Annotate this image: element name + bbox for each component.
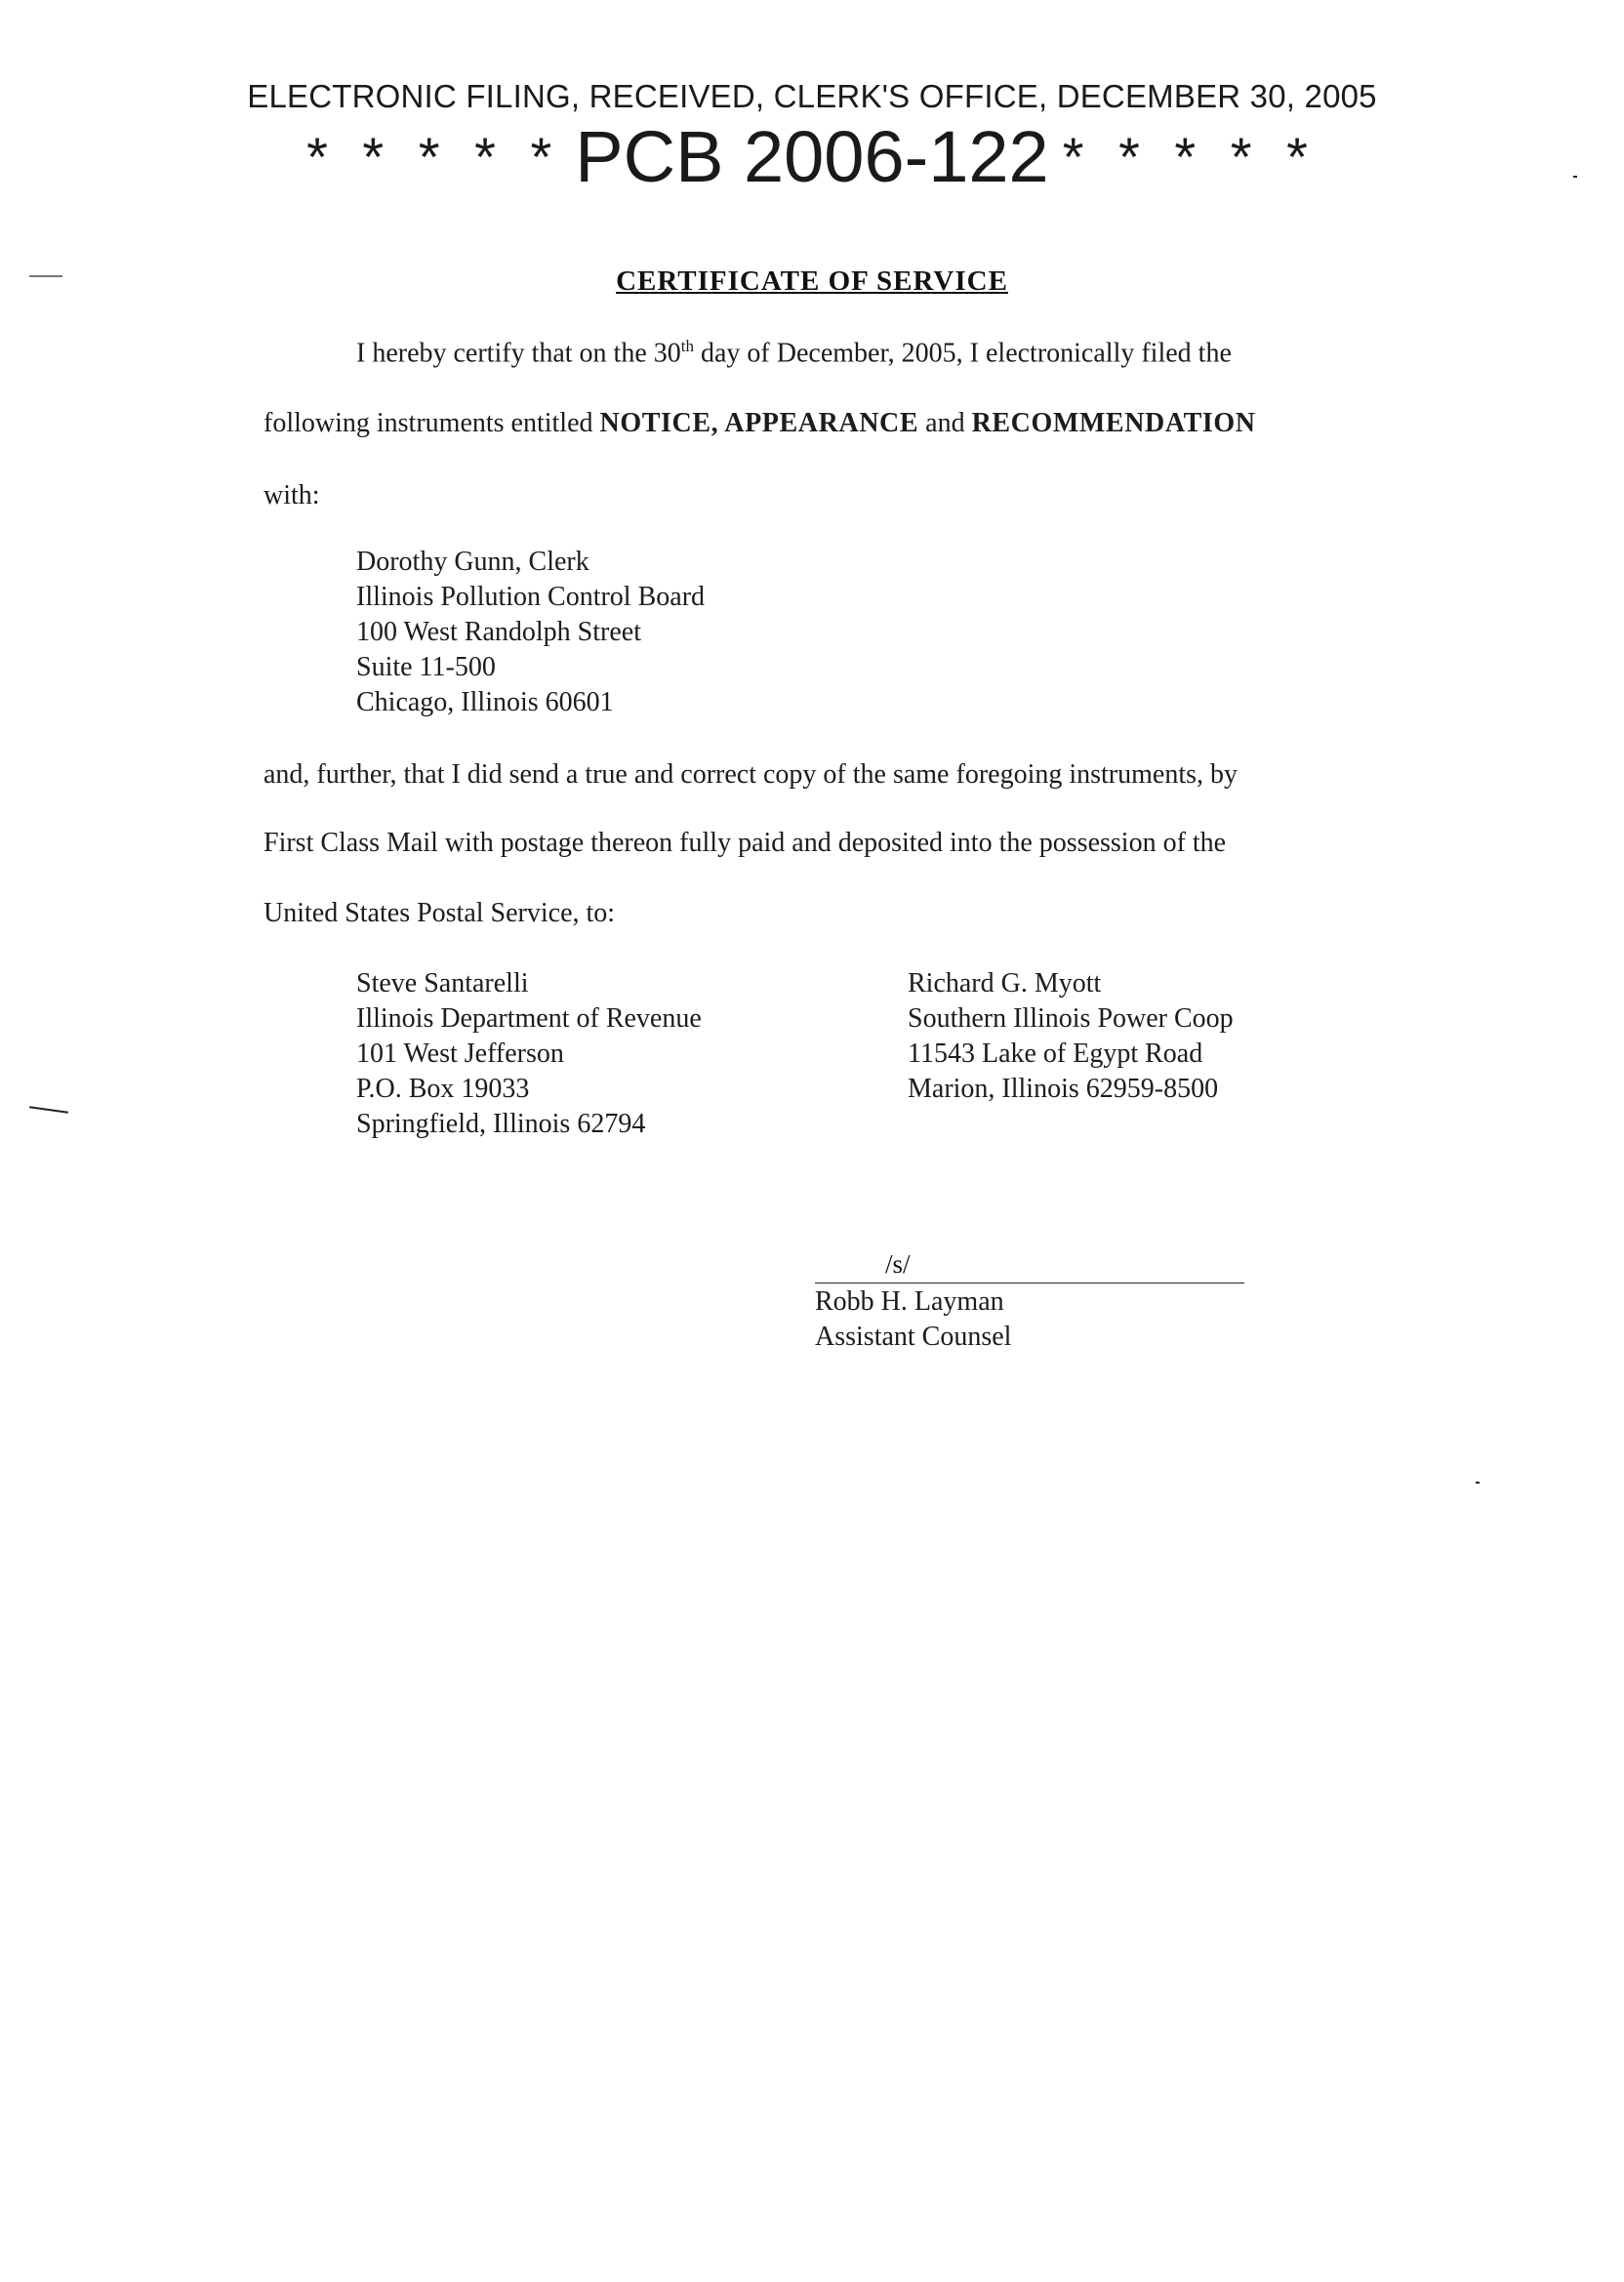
- stars-right: * * * * *: [1062, 126, 1318, 187]
- paragraph1-line3: with:: [264, 480, 320, 510]
- case-number-banner: [0, 115, 1624, 198]
- address-line: 101 West Jefferson: [356, 1039, 564, 1069]
- filing-stamp-line: ELECTRONIC FILING, RECEIVED, CLERK'S OFFICE, DECEMBER 30, 2005: [247, 78, 1377, 114]
- stars-left: * * * * *: [306, 126, 562, 187]
- paragraph2-line3: United States Postal Service, to:: [264, 898, 616, 928]
- address-line: Chicago, Illinois 60601: [356, 687, 614, 717]
- p1-line2-and: and: [918, 408, 972, 438]
- instrument-recommendation: RECOMMENDATION: [971, 408, 1256, 438]
- p1-text-b: day of December, 2005, I electronically filed the: [694, 338, 1232, 369]
- address-line: Steve Santarelli: [356, 968, 529, 998]
- paragraph2-line1: and, further, that I did send a true and correct copy of the same foregoing instruments, by: [264, 759, 1238, 790]
- address-line: P.O. Box 19033: [356, 1074, 530, 1104]
- signature-line: [815, 1249, 1244, 1284]
- recipient-address-left: [356, 966, 702, 1142]
- paragraph2-line2: First Class Mail with postage thereon fully paid and deposited into the possession of the: [264, 828, 1227, 858]
- signature-block: [815, 1284, 1011, 1355]
- signer-title: Assistant Counsel: [815, 1322, 1012, 1352]
- case-number: PCB 2006-122: [575, 116, 1049, 197]
- scan-artifact: [1476, 1482, 1480, 1484]
- signer-name: Robb H. Layman: [815, 1286, 1004, 1317]
- scan-artifact: [1573, 176, 1577, 178]
- address-line: 11543 Lake of Egypt Road: [908, 1039, 1203, 1069]
- p1-text-a: I hereby certify that on the 30: [356, 338, 681, 369]
- address-line: Suite 11-500: [356, 652, 496, 682]
- p1-line2-text: following instruments entitled: [264, 408, 600, 438]
- address-line: Illinois Department of Revenue: [356, 1003, 702, 1034]
- address-line: Dorothy Gunn, Clerk: [356, 547, 589, 577]
- address-line: Southern Illinois Power Coop: [908, 1003, 1234, 1034]
- address-line: Richard G. Myott: [908, 968, 1102, 998]
- document-title: CERTIFICATE OF SERVICE: [616, 265, 1008, 297]
- instrument-names: NOTICE, APPEARANCE: [599, 408, 919, 438]
- address-line: Illinois Pollution Control Board: [356, 582, 706, 612]
- signature-mark: /s/: [885, 1249, 911, 1279]
- address-line: Marion, Illinois 62959-8500: [908, 1074, 1219, 1104]
- clerk-address-block: [356, 545, 705, 720]
- ordinal-suffix: th: [680, 337, 694, 355]
- scan-artifact: [29, 1106, 68, 1114]
- address-line: Springfield, Illinois 62794: [356, 1109, 646, 1139]
- paragraph1-line1: [356, 337, 1232, 369]
- paragraph1-line2: [264, 408, 1256, 439]
- recipient-address-right: [908, 966, 1234, 1107]
- address-line: 100 West Randolph Street: [356, 617, 641, 647]
- scan-artifact: [29, 275, 62, 277]
